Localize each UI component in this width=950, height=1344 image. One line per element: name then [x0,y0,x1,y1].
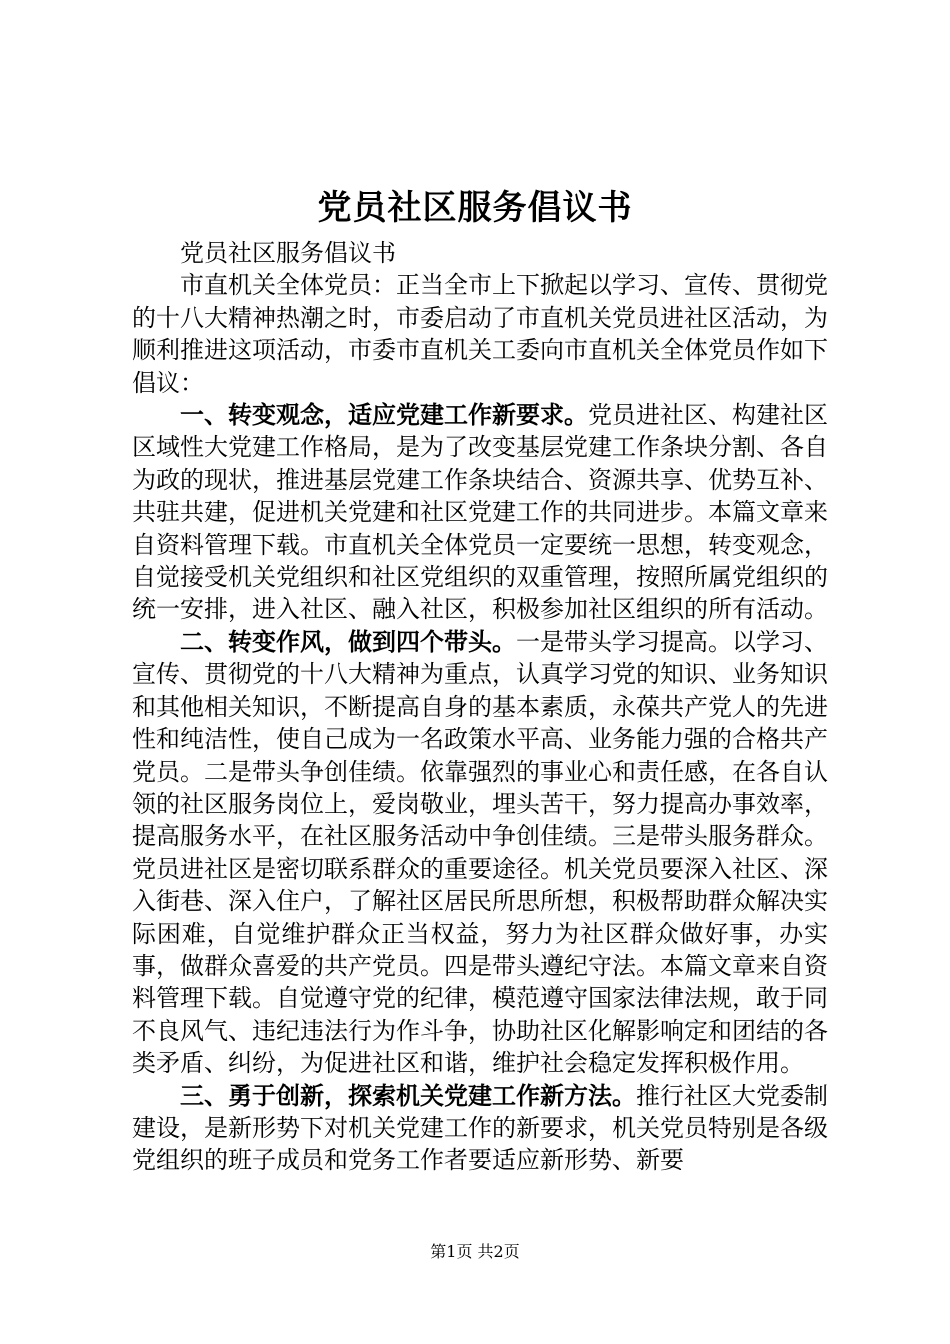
document-title: 党员社区服务倡议书 [317,188,633,228]
page-footer: 第1页 共2页 [430,1242,520,1261]
document-body [132,237,828,1177]
subtitle-paragraph: 党员社区服务倡议书 [180,239,396,267]
section-heading: 一、转变观念，适应党建工作新要求。 [180,400,588,430]
salutation-paragraph: 市直机关全体党员：正当全市上下掀起以学习、宣传、贯彻党的十八大精神热潮之时，市委启动了市直机关党员进社区活动，为顺利推进这项活动，市委市直机关工委向市直机关全体党员作如下倡议： [132,271,828,397]
section-text: 一是带头学习提高。以学习、宣传、贯彻党的十八大精神为重点，认真学习党的知识、业务知识和其他相关知识，不断提高自身的基本素质，永葆共产党人的先进性和纯洁性，使自己成为一名政策水平高、业务能力强的合格共产党员。二是带头争创佳绩。依靠强烈的事业心和责任感，在各自认领的社区服务岗位上，爱岗敬业，埋头苦干，努力提高办事效率，提高服务水平，在社区服务活动中争创佳绩。三是带头服务群众。党员进社区是密切联系群众的重要途径。机关党员要深入社区、深入街巷、深入住户，了解社区居民所思所想，积极帮助群众解决实际困难，自觉维护群众正当权益，努力为社区群众做好事，办实事，做群众喜爱的共产党员。四是带头遵纪守法。本篇文章来自资料管理下载。自觉遵守党的纪律，模范遵守国家法律法规，敢于同不良风气、违纪违法行为作斗争，协助社区化解影响定和团结的各类矛盾、纠纷，为促进社区和谐，维护社会稳定发挥积极作用。 [132,627,828,1078]
section-heading: 三、勇于创新，探索机关党建工作新方法。 [180,1080,636,1110]
section-text: 党员进社区、构建社区区域性大党建工作格局，是为了改变基层党建工作条块分割、各自为政的现状，推进基层党建工作条块结合、资源共享、优势互补、共驻共建，促进机关党建和社区党建工作的共同进步。本篇文章来自资料管理下载。市直机关全体党员一定要统一思想，转变观念，自觉接受机关党组织和社区党组织的双重管理，按照所属党组织的统一安排，进入社区、融入社区，积极参加社区组织的所有活动。 [132,401,828,624]
section-heading: 二、转变作风，做到四个带头。 [180,626,516,656]
section-paragraph [132,1080,828,1177]
section-paragraph [132,626,828,1080]
section-text: 推行社区大党委制建设，是新形势下对机关党建工作的新要求，机关党员特别是各级党组织的班子成员和党务工作者要适应新形势、新要 [132,1081,828,1175]
section-paragraph [132,399,828,626]
